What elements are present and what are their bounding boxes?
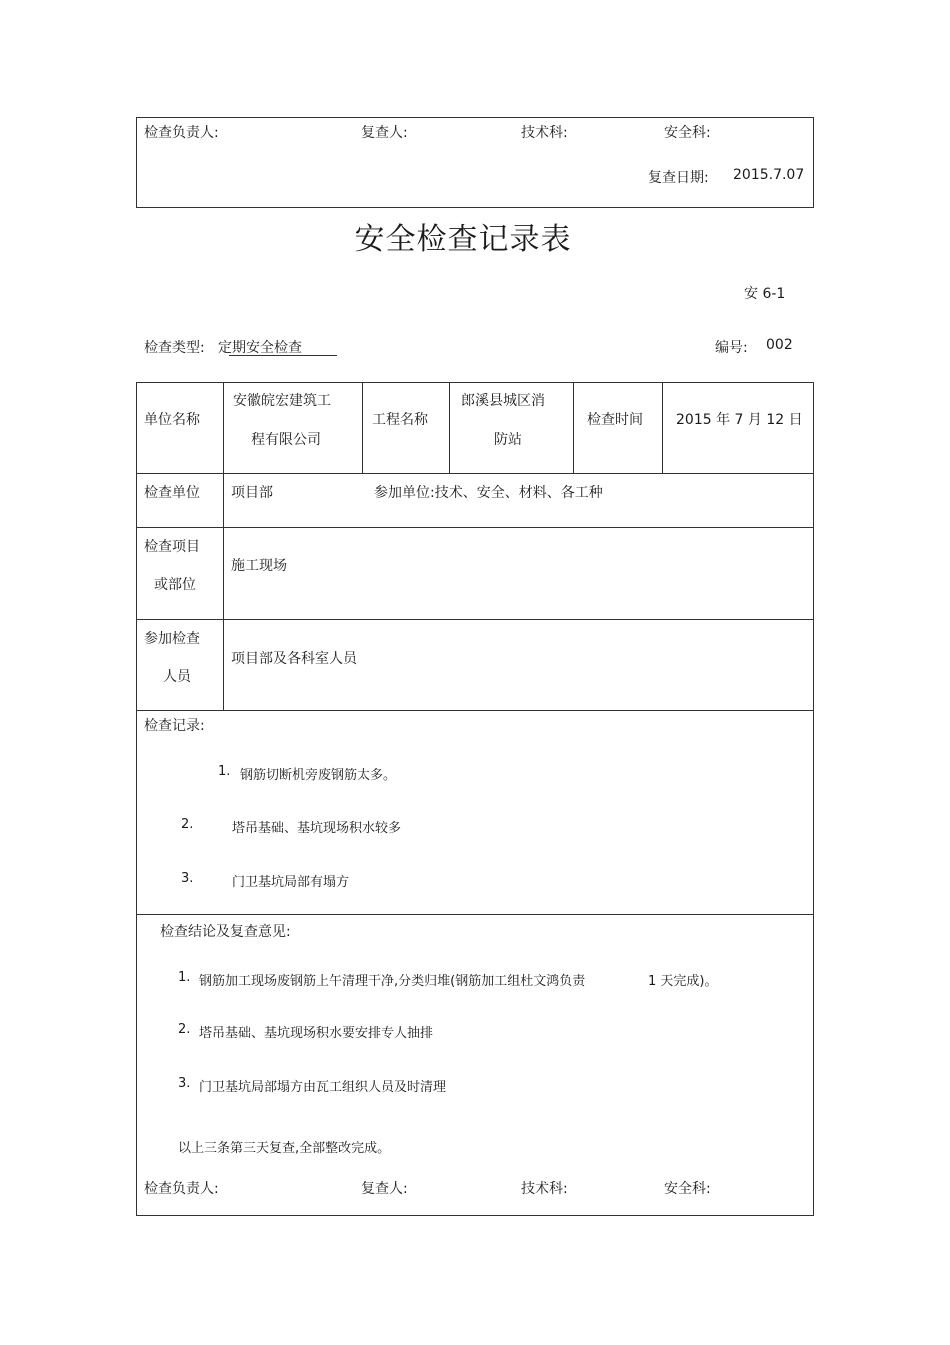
participants-value: 项目部及各科室人员 — [231, 651, 357, 667]
review-box — [136, 117, 814, 208]
conclusion-item-tail: 1 天完成)。 — [648, 974, 718, 989]
col-divider — [573, 382, 574, 473]
check-item-label: 或部位 — [154, 577, 196, 593]
project-name-label: 工程名称 — [372, 412, 428, 428]
check-type-underline — [229, 355, 337, 356]
number-value: 002 — [766, 337, 793, 353]
check-time-label: 检查时间 — [587, 412, 643, 428]
bottom-safety-label: 安全科: — [664, 1181, 711, 1197]
conclusion-item: 塔吊基础、基坑现场积水要安排专人抽排 — [199, 1026, 434, 1041]
participants-label: 人员 — [163, 669, 191, 685]
record-item: 塔吊基础、基坑现场积水较多 — [232, 821, 402, 836]
check-type-value: 定期安全检查 — [218, 340, 302, 356]
check-item-label: 检查项目 — [144, 539, 200, 555]
summary-text: 以上三条第三天复查,全部整改完成。 — [178, 1141, 391, 1156]
check-type-label: 检查类型: — [144, 340, 205, 356]
unit-name-label: 单位名称 — [144, 412, 200, 428]
unit-name-value: 程有限公司 — [251, 432, 321, 448]
conclusion-label: 检查结论及复查意见: — [160, 924, 291, 940]
col-divider — [362, 382, 363, 473]
check-unit-value: 项目部 — [231, 485, 273, 501]
project-name-value: 郎溪县城区消 — [461, 393, 545, 409]
row-divider — [136, 914, 814, 915]
check-time-value: 2015 年 7 月 12 日 — [676, 412, 803, 428]
record-number: 3. — [181, 871, 194, 886]
conclusion-number: 3. — [178, 1076, 191, 1091]
number-label: 编号: — [715, 340, 748, 356]
record-item: 门卫基坑局部有塌方 — [232, 875, 350, 890]
check-item-value: 施工现场 — [231, 558, 287, 574]
tech-label: 技术科: — [521, 125, 568, 141]
bottom-tech-label: 技术科: — [521, 1181, 568, 1197]
conclusion-item: 门卫基坑局部塌方由瓦工组织人员及时清理 — [199, 1080, 447, 1095]
row-divider — [136, 619, 814, 620]
review-date-label: 复查日期: — [648, 170, 709, 186]
conclusion-item: 钢筋加工现场废钢筋上午清理干净,分类归堆(钢筋加工组杜文鸿负责 — [199, 974, 586, 989]
inspector-label: 检查负责人: — [144, 125, 219, 141]
record-item: 钢筋切断机旁废钢筋太多。 — [240, 768, 397, 783]
project-name-value: 防站 — [494, 432, 522, 448]
conclusion-number: 1. — [178, 970, 191, 985]
conclusion-number: 2. — [178, 1022, 191, 1037]
participating-units: 参加单位:技术、安全、材料、各工种 — [374, 485, 603, 501]
bottom-reviewer-label: 复查人: — [361, 1181, 408, 1197]
bottom-inspector-label: 检查负责人: — [144, 1181, 219, 1197]
review-date-value: 2015.7.07 — [733, 167, 805, 183]
record-label: 检查记录: — [144, 718, 205, 734]
check-unit-label: 检查单位 — [144, 485, 200, 501]
safety-label: 安全科: — [664, 125, 711, 141]
unit-name-value: 安徽皖宏建筑工 — [233, 393, 331, 409]
col-divider — [449, 382, 450, 473]
reviewer-label: 复查人: — [361, 125, 408, 141]
record-number: 1. — [218, 764, 231, 779]
participants-label: 参加检查 — [144, 631, 200, 647]
row-divider — [136, 473, 814, 474]
row-divider — [136, 527, 814, 528]
form-code: 安 6-1 — [744, 286, 786, 302]
col-divider — [662, 382, 663, 473]
page-title: 安全检查记录表 — [354, 222, 572, 257]
col-divider — [223, 382, 224, 710]
row-divider — [136, 710, 814, 711]
record-number: 2. — [181, 817, 194, 832]
